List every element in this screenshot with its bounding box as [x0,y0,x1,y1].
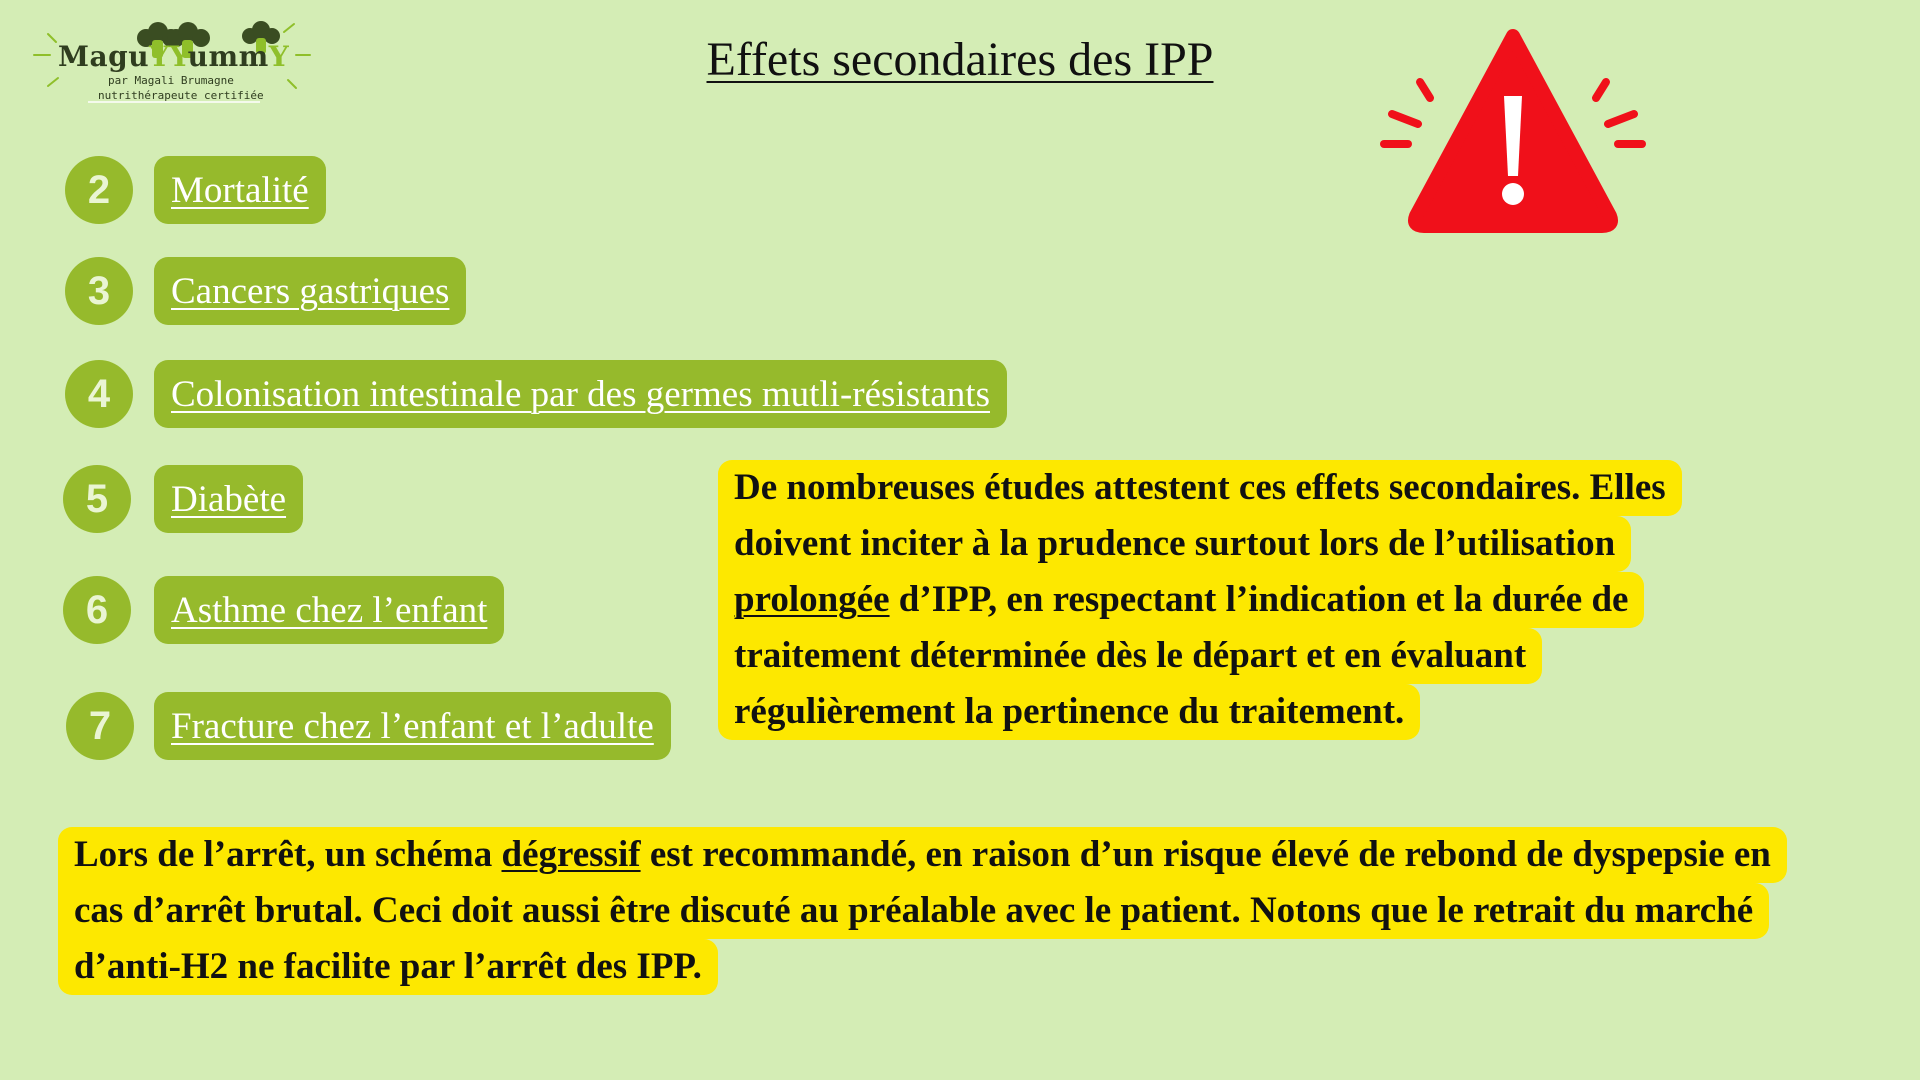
note-studies-paragraph [718,460,1682,740]
note-line: doivent inciter à la prudence surtout lors de l’utilisation [718,516,1631,572]
item-link-colonisation-intestinale[interactable]: Colonisation intestinale par des germes mutli-résistants [154,360,1007,428]
note-line: prolongée d’IPP, en respectant l’indication et la durée de [718,572,1644,628]
emphasis-degressif: dégressif [501,834,641,875]
item-link-cancers-gastriques[interactable]: Cancers gastriques [154,257,466,325]
brand-subtitle-role: nutrithérapeute certifiée [98,89,264,102]
note-line: d’anti-H2 ne facilite par l’arrêt des IPP. [58,939,718,995]
item-link-diabete[interactable]: Diabète [154,465,303,533]
item-number-badge: 2 [65,156,133,224]
item-number-badge: 7 [66,692,134,760]
note-line: Lors de l’arrêt, un schéma dégressif est recommandé, en raison d’un risque élevé de rebond de dyspepsie en [58,827,1787,883]
emphasis-prolongee: prolongée [734,579,890,620]
note-line: régulièrement la pertinence du traitement. [718,684,1420,740]
note-line: De nombreuses études attestent ces effets secondaires. Elles [718,460,1682,516]
item-number-badge: 6 [63,576,131,644]
brand-name: MaguYYummY [58,40,290,73]
item-link-fracture[interactable]: Fracture chez l’enfant et l’adulte [154,692,671,760]
item-number-badge: 5 [63,465,131,533]
note-arret-paragraph [58,827,1787,995]
item-link-asthme-enfant[interactable]: Asthme chez l’enfant [154,576,504,644]
page-title: Effets secondaires des IPP [706,33,1214,86]
warning-triangle-icon [1378,26,1648,236]
item-link-mortalite[interactable]: Mortalité [154,156,326,224]
item-number-badge: 4 [65,360,133,428]
item-number-badge: 3 [65,257,133,325]
note-line: cas d’arrêt brutal. Ceci doit aussi être discuté au préalable avec le patient. Notons que le retrait du marché [58,883,1769,939]
note-line: traitement déterminée dès le départ et en évaluant [718,628,1542,684]
brand-subtitle-author: par Magali Brumagne [108,74,234,87]
